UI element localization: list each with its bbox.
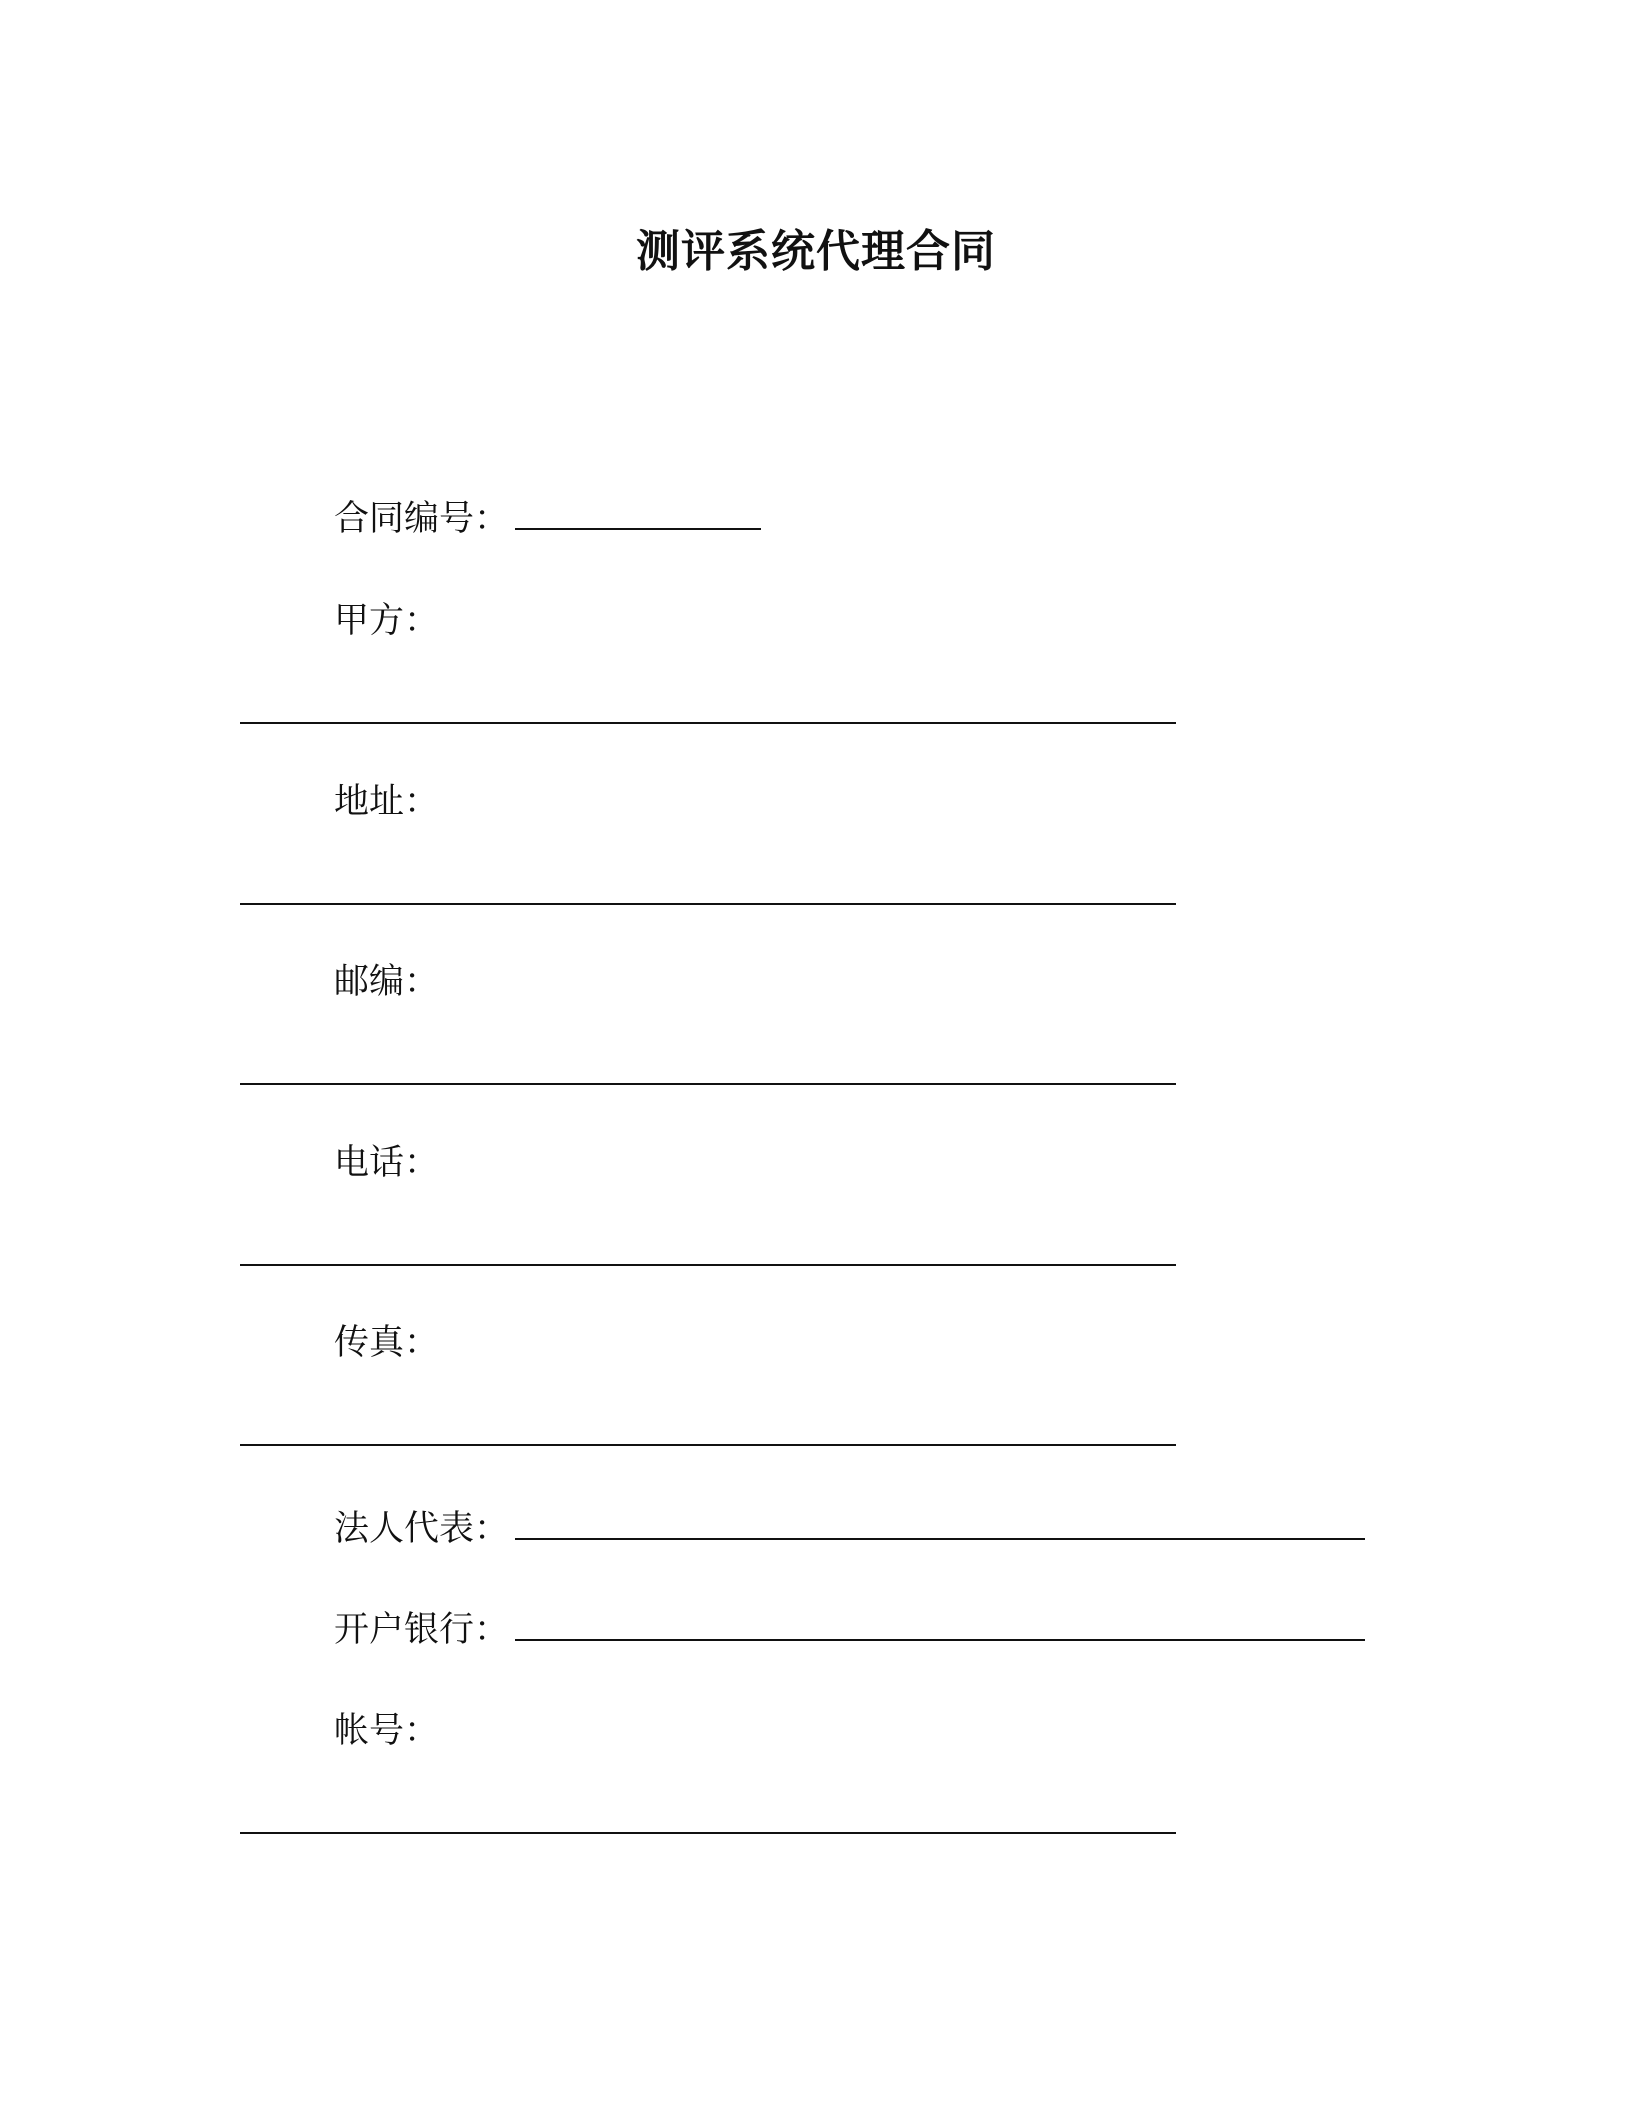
- fax-label: 传真：: [334, 1323, 440, 1363]
- contract-number-blank[interactable]: [515, 498, 761, 530]
- address-label: 地址：: [334, 782, 440, 822]
- legal-representative-blank[interactable]: [515, 1508, 1365, 1540]
- fax-blank[interactable]: [240, 1444, 1176, 1446]
- legal-representative-row: [334, 1505, 1365, 1553]
- phone-label: 电话：: [334, 1143, 440, 1183]
- contract-number-label: 合同编号：: [334, 499, 510, 539]
- bank-blank[interactable]: [515, 1609, 1365, 1641]
- bank-label: 开户银行：: [334, 1610, 510, 1650]
- bank-row: [334, 1606, 1365, 1654]
- postcode-blank[interactable]: [240, 1083, 1176, 1085]
- address-blank[interactable]: [240, 903, 1176, 905]
- account-blank[interactable]: [240, 1832, 1176, 1834]
- phone-blank[interactable]: [240, 1264, 1176, 1266]
- postcode-label: 邮编：: [334, 962, 440, 1002]
- document-title: 测评系统代理合同: [636, 226, 996, 277]
- contract-number-row: [334, 495, 761, 543]
- party-a-blank[interactable]: [240, 722, 1176, 724]
- party-a-label: 甲方：: [334, 601, 440, 641]
- legal-representative-label: 法人代表：: [334, 1509, 510, 1549]
- account-label: 帐号：: [334, 1711, 440, 1751]
